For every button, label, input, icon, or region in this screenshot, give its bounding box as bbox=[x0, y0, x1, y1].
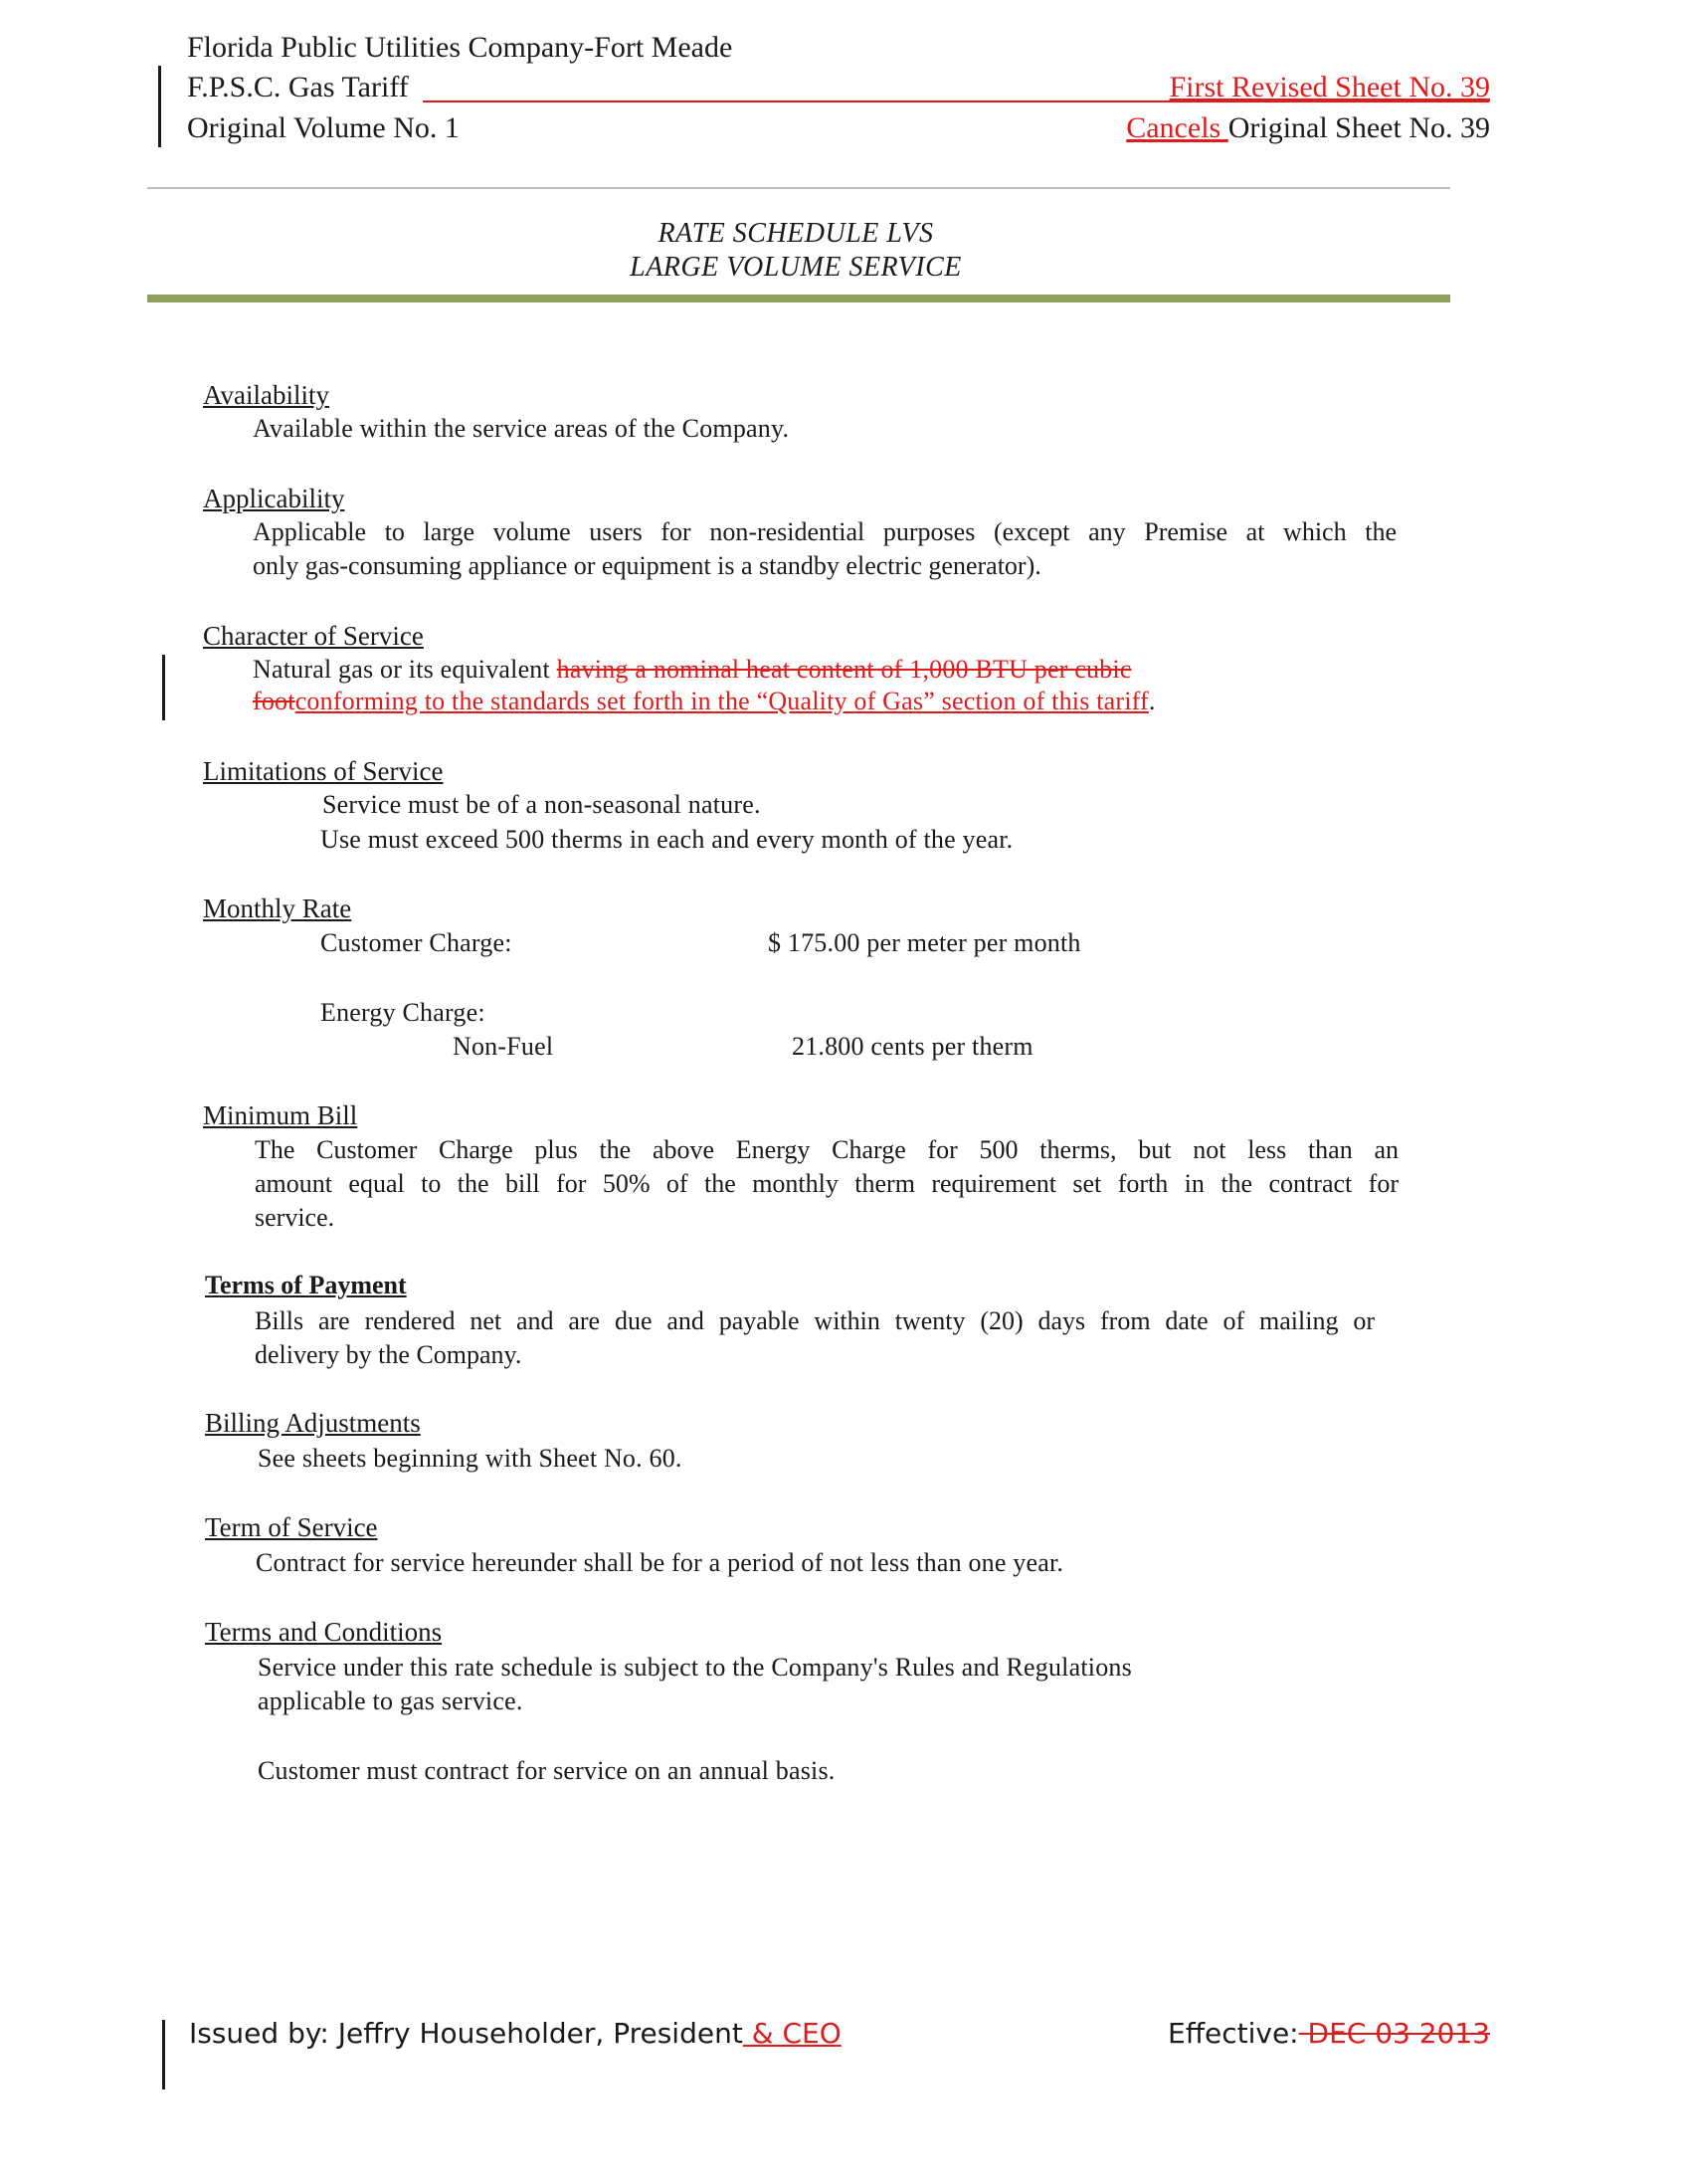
billing-adjustments-text: See sheets beginning with Sheet No. 60. bbox=[258, 1444, 682, 1473]
tariff-label: F.P.S.C. Gas Tariff bbox=[187, 71, 409, 103]
customer-charge-value: $ 175.00 per meter per month bbox=[768, 928, 1081, 957]
availability-heading: Availability bbox=[203, 380, 329, 410]
cancels-line bbox=[1126, 108, 1490, 148]
applicability-text: Applicable to large volume users for non-residential purposes (except any Premise at which the only gas-consuming appliance or equipment is a standby electric generator). bbox=[253, 517, 1397, 580]
minimum-bill-text: The Customer Charge plus the above Energy Charge for 500 therms, but not less than an amount equal to the bill for 50% of the monthly therm requirement set forth in the contract for service. bbox=[255, 1135, 1399, 1232]
limitations-line1: Service must be of a non-seasonal nature. bbox=[322, 790, 761, 819]
header-divider bbox=[147, 187, 1450, 189]
character-line1 bbox=[253, 653, 1341, 687]
character-revision-bar bbox=[162, 655, 165, 720]
revised-sheet-label: First Revised Sheet No. 39 bbox=[1169, 71, 1490, 103]
character-inserted-text: conforming to the standards set forth in the “Quality of Gas” section of this tariff bbox=[294, 687, 1149, 715]
energy-charge-label: Energy Charge: bbox=[320, 998, 485, 1027]
term-of-service-heading: Term of Service bbox=[205, 1512, 378, 1542]
effective-label: Effective: bbox=[1168, 2017, 1299, 2050]
schedule-subtitle: LARGE VOLUME SERVICE bbox=[630, 252, 962, 283]
terms-and-conditions-heading: Terms and Conditions bbox=[205, 1617, 443, 1647]
limitations-line2: Use must exceed 500 therms in each and every month of the year. bbox=[320, 825, 1014, 854]
issued-by-insert: & CEO bbox=[742, 2017, 842, 2050]
non-fuel-value: 21.800 cents per therm bbox=[792, 1032, 1033, 1061]
minimum-bill-heading: Minimum Bill bbox=[203, 1100, 358, 1130]
terms-of-payment-heading: Terms of Payment bbox=[205, 1271, 407, 1299]
title-rule bbox=[147, 295, 1450, 302]
character-lead: Natural gas or its equivalent bbox=[253, 655, 557, 684]
billing-adjustments-heading: Billing Adjustments bbox=[205, 1408, 421, 1438]
term-of-service-text: Contract for service hereunder shall be for a period of not less than one year. bbox=[256, 1548, 1064, 1577]
terms-and-conditions-line1: Service under this rate schedule is subject to the Company's Rules and Regulations bbox=[258, 1653, 1132, 1682]
customer-charge-label: Customer Charge: bbox=[320, 928, 512, 957]
non-fuel-label: Non-Fuel bbox=[453, 1032, 554, 1061]
cancels-insert: Cancels bbox=[1126, 111, 1228, 144]
availability-text: Available within the service areas of the Company. bbox=[253, 414, 790, 443]
cancels-sheet: Original Sheet No. 39 bbox=[1227, 111, 1490, 144]
volume-label: Original Volume No. 1 bbox=[187, 111, 460, 144]
character-heading: Character of Service bbox=[203, 621, 424, 651]
applicability-heading: Applicability bbox=[203, 484, 345, 513]
limitations-heading: Limitations of Service bbox=[203, 756, 444, 786]
header-revision-bar bbox=[158, 66, 161, 147]
issued-by bbox=[189, 2017, 842, 2050]
character-struck-text: having a nominal heat content of 1,000 BTU per cubic bbox=[556, 655, 1132, 684]
effective-date bbox=[1168, 2017, 1490, 2050]
terms-and-conditions-line2: applicable to gas service. bbox=[258, 1687, 523, 1715]
terms-of-payment-text: Bills are rendered net and are due and payable within twenty (20) days from date of mailing or delivery by the Company. bbox=[255, 1306, 1375, 1369]
schedule-title: RATE SCHEDULE LVS bbox=[658, 218, 934, 249]
company-name: Florida Public Utilities Company-Fort Meade bbox=[187, 31, 733, 64]
character-struck-foot: foot bbox=[253, 687, 295, 715]
footer-revision-bar bbox=[162, 2020, 165, 2089]
monthly-rate-heading: Monthly Rate bbox=[203, 893, 352, 923]
issued-by-text: Issued by: Jeffry Householder, President bbox=[189, 2017, 743, 2050]
terms-and-conditions-line3: Customer must contract for service on an annual basis. bbox=[258, 1756, 836, 1785]
character-line2 bbox=[253, 685, 1156, 718]
effective-struck-date: DEC 03 2013 bbox=[1298, 2017, 1490, 2050]
character-period: . bbox=[1148, 687, 1156, 715]
tariff-name bbox=[187, 68, 409, 107]
